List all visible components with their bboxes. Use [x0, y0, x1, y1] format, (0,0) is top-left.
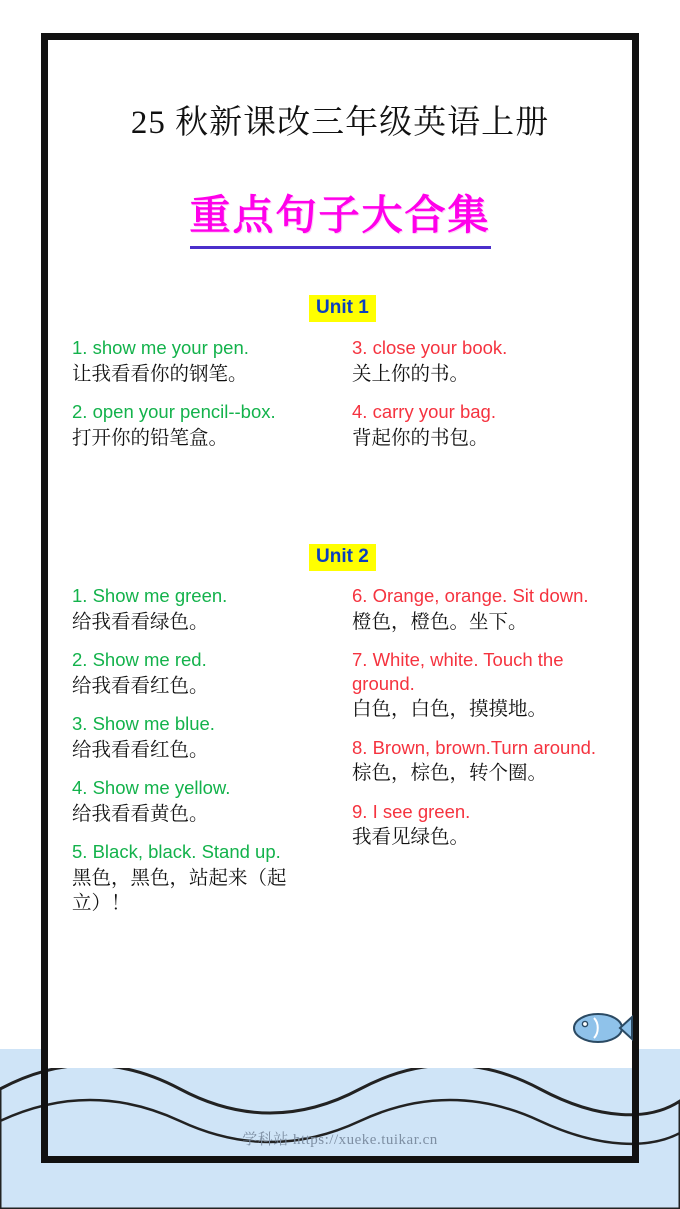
sentence-chinese: 给我看看红色。	[72, 738, 209, 761]
sentence-english: 2. open your pencil--box.	[72, 401, 276, 423]
sentence-item	[72, 584, 330, 635]
page-subtitle: 重点句子大合集	[190, 182, 491, 249]
sentence-chinese: 背起你的书包。	[352, 426, 489, 449]
sentence-chinese: 关上你的书。	[352, 362, 470, 385]
sentence-english: 3. close your book.	[352, 337, 508, 358]
sentence-english: 5. Black, black. Stand up.	[72, 841, 281, 863]
sentence-english: 9. I see green.	[352, 800, 471, 822]
sentence-chinese: 棕色，棕色，转个圈。	[352, 762, 548, 785]
sentence-item	[352, 400, 602, 451]
fish-icon	[568, 1004, 634, 1052]
sentence-chinese: 橙色，橙色。坐下。	[352, 610, 528, 633]
unit-badge-2: Unit 2	[309, 544, 376, 571]
sentence-english: 4. Show me yellow.	[72, 777, 231, 799]
sentence-english: 1. show me your pen.	[72, 337, 249, 358]
sentence-chinese: 白色，白色，摸摸地。	[352, 698, 548, 721]
sentence-item	[352, 800, 604, 851]
sentence-english: 2. Show me red.	[72, 649, 207, 671]
sentence-english: 3. Show me blue.	[72, 713, 215, 735]
unit2-right-column	[352, 584, 604, 864]
sentence-item	[352, 648, 604, 723]
sentence-chinese: 给我看看黄色。	[72, 802, 209, 825]
sentence-item	[72, 400, 322, 451]
sentence-chinese: 给我看看绿色。	[72, 610, 209, 633]
unit1-left-column	[72, 336, 322, 464]
sentence-chinese: 给我看看红色。	[72, 674, 209, 697]
sentence-english: 7. White, white. Touch the ground.	[352, 649, 564, 694]
sentence-item	[72, 840, 330, 916]
sentence-item	[72, 336, 322, 387]
sentence-english: 6. Orange, orange. Sit down.	[352, 585, 589, 606]
watermark: 学科站 https://xueke.tuikar.cn	[242, 1132, 438, 1148]
unit2-left-column	[72, 584, 330, 929]
sentence-chinese: 让我看看你的钢笔。	[72, 362, 248, 385]
sentence-item	[72, 712, 330, 763]
frame-bottom-border	[41, 1156, 639, 1163]
sentence-item	[352, 736, 604, 787]
sentence-item	[72, 648, 330, 699]
page-subtitle-wrap	[41, 182, 639, 249]
sentence-chinese: 我看见绿色。	[352, 826, 470, 849]
sentence-english: 4. carry your bag.	[352, 401, 496, 423]
sentence-chinese: 黑色，黑色，站起来（起立）！	[72, 866, 287, 915]
sentence-english: 1. Show me green.	[72, 585, 228, 606]
sentence-item	[72, 776, 330, 827]
sentence-chinese: 打开你的铅笔盒。	[72, 426, 229, 449]
sentence-english: 8. Brown, brown.Turn around.	[352, 736, 597, 758]
page-title: 25 秋新课改三年级英语上册	[130, 105, 550, 141]
sentence-item	[352, 584, 604, 635]
sentence-item	[352, 336, 602, 387]
unit1-right-column	[352, 336, 602, 464]
unit-badge-1: Unit 1	[309, 295, 376, 322]
